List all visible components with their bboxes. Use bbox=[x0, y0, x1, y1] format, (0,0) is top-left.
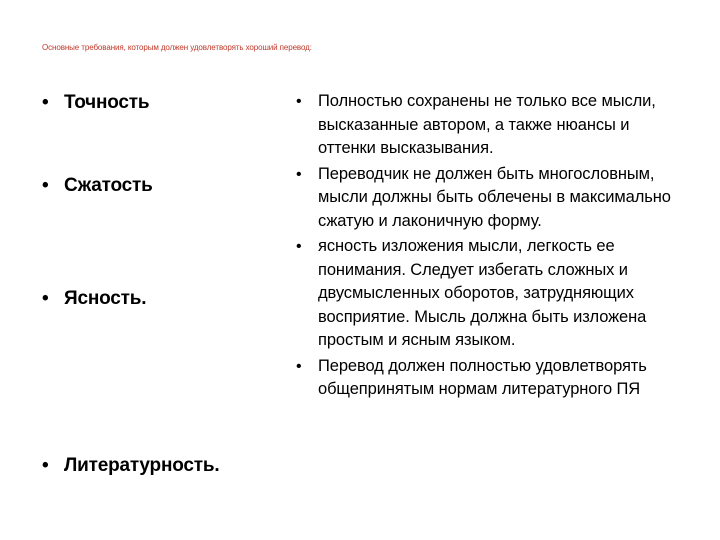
description-text: Перевод должен полностью удовлетворять общепринятым нормам литературного ПЯ bbox=[318, 356, 647, 398]
bullet-icon: • bbox=[42, 92, 49, 113]
bullet-icon: • bbox=[42, 175, 49, 196]
description-item-literariness bbox=[296, 355, 688, 402]
term-label: Точность bbox=[64, 92, 150, 113]
bullet-icon: • bbox=[296, 238, 302, 255]
term-label: Ясность. bbox=[64, 288, 147, 309]
term-label: Сжатость bbox=[64, 175, 153, 196]
description-item-clarity bbox=[296, 235, 688, 353]
description-text: ясность изложения мысли, легкость ее понимания. Следует избегать сложных и двусмысленных оборотов, затрудняющих восприятие. Мысль должна быть изложена простым и ясным языком. bbox=[318, 237, 647, 349]
description-item-accuracy bbox=[296, 90, 688, 161]
descriptions-list bbox=[296, 90, 688, 404]
description-text: Переводчик не должен быть многословным, мысли должны быть облечены в максимально сжатую и лаконичную форму. bbox=[318, 164, 671, 230]
bullet-icon: • bbox=[42, 455, 49, 476]
bullet-icon: • bbox=[296, 93, 302, 110]
bullet-icon: • bbox=[296, 357, 302, 375]
term-label: Литературность. bbox=[64, 455, 220, 476]
term-conciseness bbox=[42, 175, 153, 197]
description-item-conciseness bbox=[296, 163, 688, 234]
description-text: Полностью сохранены не только все мысли, высказанные автором, а также нюансы и оттенки высказывания. bbox=[318, 92, 656, 157]
slide-title: Основные требования, которым должен удовлетворять хороший перевод: bbox=[42, 43, 312, 52]
term-clarity bbox=[42, 288, 146, 310]
term-accuracy bbox=[42, 92, 149, 114]
bullet-icon: • bbox=[296, 165, 302, 183]
term-literariness bbox=[42, 455, 219, 477]
bullet-icon: • bbox=[42, 288, 49, 309]
